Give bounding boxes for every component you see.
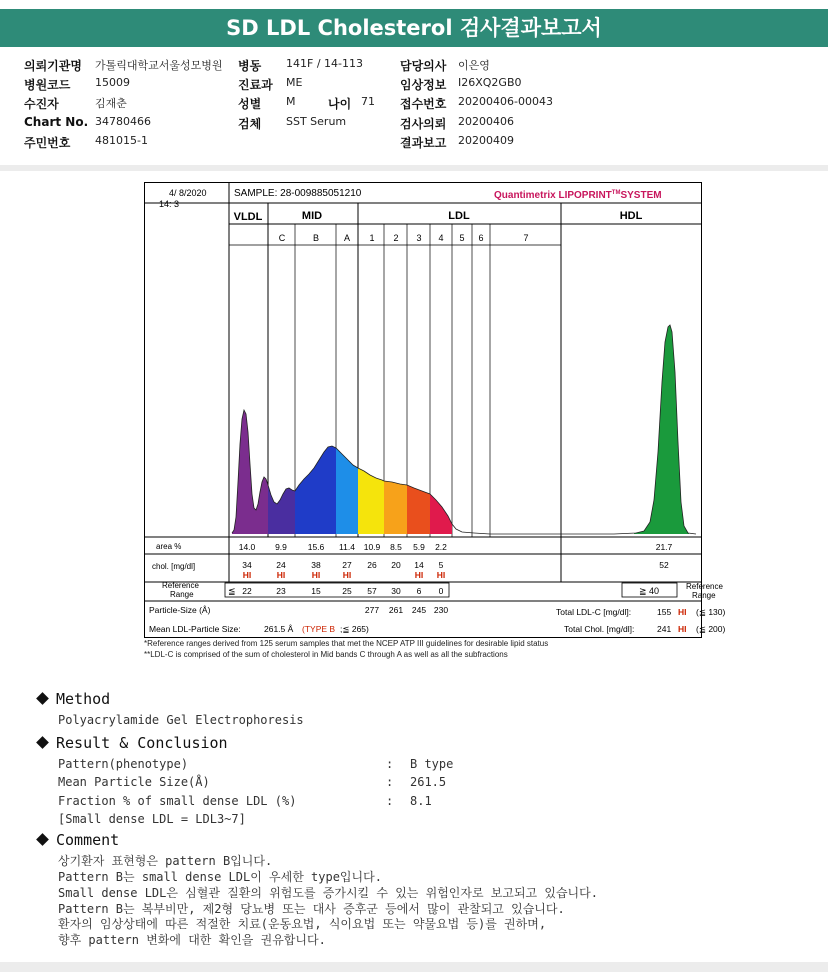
doctor-value: 이은영 xyxy=(458,59,490,72)
chart-no-label: Chart No. xyxy=(24,115,89,129)
mean-size-type: (TYPE B xyxy=(302,624,336,634)
ward-value: 141F / 14-113 xyxy=(286,57,363,70)
area-value: 14.0 xyxy=(238,542,256,552)
ward-label: 병동 xyxy=(238,59,262,73)
diamond-bullet-icon xyxy=(36,833,49,846)
patient-label: 수진자 xyxy=(24,97,59,111)
comment-line-5: 환자의 임상상태에 따른 적절한 치료(운동요법, 식이요법 또는 약물요법 등)를 권하며, xyxy=(58,917,547,931)
sex-value: M xyxy=(286,95,296,108)
ref-value: 22 xyxy=(242,586,252,596)
department-value: ME xyxy=(286,76,303,89)
footnote-2: **LDL-C is comprised of the sum of cholesterol in Mid bands C through A as well as all the subfractions xyxy=(144,650,508,659)
report-date-label: 결과보고 xyxy=(400,136,447,150)
area-value: 8.5 xyxy=(390,542,402,552)
area-value: 15.6 xyxy=(307,542,325,552)
institution-value: 가톨릭대학교서울성모병원 xyxy=(95,59,223,72)
particle-size-value: 261 xyxy=(388,605,404,615)
ref-value: 57 xyxy=(367,586,377,596)
hi-flag: HI xyxy=(311,570,321,580)
ref-value: 25 xyxy=(342,586,352,596)
method-heading: Method xyxy=(36,690,110,708)
comment-line-3: Small dense LDL은 심혈관 질환의 위험도를 증가시킬 수 있는 위험인자로 보고되고 있습니다. xyxy=(58,886,598,900)
patient-info-panel xyxy=(0,47,828,165)
resident-no-value: 481015-1 xyxy=(95,134,148,147)
particle-size-label: Particle-Size (Å) xyxy=(149,605,211,615)
ref-right-label-2: Range xyxy=(692,591,716,600)
hi-flag: HI xyxy=(276,570,286,580)
chart-sample: SAMPLE: 28-009885051210 xyxy=(234,188,362,199)
specimen-label: 검체 xyxy=(238,117,262,131)
ref-value: 23 xyxy=(276,586,286,596)
result-heading: Result & Conclusion xyxy=(36,734,228,752)
hi-flag: HI xyxy=(436,570,446,580)
clinical-info-label: 임상정보 xyxy=(400,78,447,92)
total-ldl-label: Total LDL-C [mg/dl]: xyxy=(556,607,632,617)
total-chol-flag: HI xyxy=(678,624,687,634)
chol-value: 5 xyxy=(438,560,444,570)
total-chol-limit: (≦ 200) xyxy=(696,624,726,634)
particle-size-value: 277 xyxy=(364,605,380,615)
chol-value: 52 xyxy=(659,560,669,570)
receipt-no-value: 20200406-00043 xyxy=(458,95,553,108)
sub-band-label: 7 xyxy=(523,233,529,243)
sub-band-label: 1 xyxy=(369,233,375,243)
colon: : xyxy=(386,757,394,771)
band-vldl: VLDL xyxy=(233,211,263,223)
receipt-no-label: 접수번호 xyxy=(400,97,447,111)
chart-date: 4/ 8/2020 xyxy=(169,188,207,198)
total-ldl-flag: HI xyxy=(678,607,687,617)
chart-time: 14: 3 xyxy=(159,199,180,209)
total-ldl-limit: (≦ 130) xyxy=(696,607,726,617)
lipoprint-chart xyxy=(144,182,726,638)
colon: : xyxy=(386,794,394,808)
comment-heading: Comment xyxy=(36,831,119,849)
result-note: [Small dense LDL = LDL3~7] xyxy=(58,812,246,826)
comment-line-1: 상기환자 표현형은 pattern B입니다. xyxy=(58,854,273,868)
chol-value: 34 xyxy=(242,560,252,570)
total-chol-label: Total Chol. [mg/dl]: xyxy=(564,624,635,634)
area-value: 5.9 xyxy=(413,542,425,552)
ref-row-label-1: Reference xyxy=(162,581,199,590)
department-label: 진료과 xyxy=(238,78,273,92)
sub-band-label: A xyxy=(343,233,351,243)
comment-line-2: Pattern B는 small dense LDL이 우세한 type입니다. xyxy=(58,870,382,884)
footnote-1: *Reference ranges derived from 125 serum samples that met the NCEP ATP III guidelines for desirable lipid status xyxy=(144,639,549,648)
sub-band-label: 3 xyxy=(416,233,422,243)
sub-band-label: C xyxy=(278,233,286,243)
chart-no-value: 34780466 xyxy=(95,115,151,128)
area-value: 10.9 xyxy=(363,542,381,552)
chol-value: 38 xyxy=(311,560,321,570)
area-value: 9.9 xyxy=(275,542,287,552)
ref-value: 0 xyxy=(438,586,444,596)
result-size-value: 261.5 xyxy=(410,775,447,789)
ref-lte-symbol: ≦ xyxy=(228,586,236,596)
result-size-label: Mean Particle Size(Å) xyxy=(58,775,210,789)
diamond-bullet-icon xyxy=(36,692,49,705)
sub-band-label: 2 xyxy=(393,233,399,243)
band-mid: MID xyxy=(301,210,323,222)
area-row-label: area % xyxy=(156,542,182,551)
result-pattern-label: Pattern(phenotype) xyxy=(58,757,189,771)
result-fraction-label: Fraction % of small dense LDL (%) xyxy=(58,794,297,808)
sub-band-label: 6 xyxy=(478,233,484,243)
ref-value: 30 xyxy=(391,586,401,596)
institution-label: 의뢰기관명 xyxy=(24,59,82,73)
particle-size-value: 245 xyxy=(411,605,427,615)
divider-band xyxy=(0,165,828,171)
sub-band-label: 4 xyxy=(438,233,444,243)
total-chol-value: 241 xyxy=(657,624,672,634)
area-value: 2.2 xyxy=(435,542,447,552)
chol-value: 14 xyxy=(414,560,424,570)
result-fraction-value: 8.1 xyxy=(410,794,432,808)
ref-value: 15 xyxy=(311,586,321,596)
diamond-bullet-icon xyxy=(36,736,49,749)
request-date-label: 검사의뢰 xyxy=(400,117,447,131)
ref-hdl-value: ≧ 40 xyxy=(638,586,660,596)
request-date-value: 20200406 xyxy=(458,115,514,128)
clinical-info-value: I26XQ2GB0 xyxy=(458,76,522,89)
method-text: Polyacrylamide Gel Electrophoresis xyxy=(58,713,304,727)
chart-brand: Quantimetrix LIPOPRINT™SYSTEM xyxy=(494,190,662,201)
colon: : xyxy=(386,775,394,789)
hi-flag: HI xyxy=(342,570,352,580)
age-value: 71 xyxy=(361,95,375,108)
patient-value: 김재춘 xyxy=(95,97,127,110)
mean-size-limit: ;≦ 265) xyxy=(340,624,369,634)
chol-value: 26 xyxy=(367,560,377,570)
ref-right-label-1: Reference xyxy=(686,582,723,591)
specimen-value: SST Serum xyxy=(286,115,347,128)
particle-size-value: 230 xyxy=(433,605,449,615)
area-value: 21.7 xyxy=(655,542,673,552)
band-ldl: LDL xyxy=(448,210,470,222)
hi-flag: HI xyxy=(414,570,424,580)
hospital-code-value: 15009 xyxy=(95,76,130,89)
ref-value: 6 xyxy=(416,586,422,596)
mean-size-value: 261.5 Å xyxy=(264,624,294,634)
chol-value: 27 xyxy=(342,560,352,570)
hospital-code-label: 병원코드 xyxy=(24,78,71,92)
comment-line-4: Pattern B는 복부비만, 제2형 당뇨병 또는 대사 증후군 등에서 많이 관찰되고 있습니다. xyxy=(58,902,565,916)
doctor-label: 담당의사 xyxy=(400,59,447,73)
mean-size-label: Mean LDL-Particle Size: xyxy=(149,624,241,634)
sub-band-label: 5 xyxy=(459,233,465,243)
chol-row-label: chol. [mg/dl] xyxy=(152,562,196,571)
chol-value: 24 xyxy=(276,560,286,570)
area-value: 11.4 xyxy=(339,542,355,552)
comment-line-6: 향후 pattern 변화에 대한 확인을 권유합니다. xyxy=(58,933,326,947)
sex-label: 성별 xyxy=(238,97,262,111)
report-title: SD LDL Cholesterol 검사결과보고서 xyxy=(0,9,828,47)
resident-no-label: 주민번호 xyxy=(24,136,71,150)
total-ldl-value: 155 xyxy=(657,607,672,617)
chol-value: 20 xyxy=(391,560,401,570)
hi-flag: HI xyxy=(242,570,252,580)
ref-row-label-2: Range xyxy=(170,590,194,599)
report-date-value: 20200409 xyxy=(458,134,514,147)
bottom-band xyxy=(0,962,828,972)
band-hdl: HDL xyxy=(619,210,643,222)
sub-band-label: B xyxy=(312,233,320,243)
age-label: 나이 xyxy=(328,97,352,111)
result-pattern-value: B type xyxy=(410,757,454,771)
